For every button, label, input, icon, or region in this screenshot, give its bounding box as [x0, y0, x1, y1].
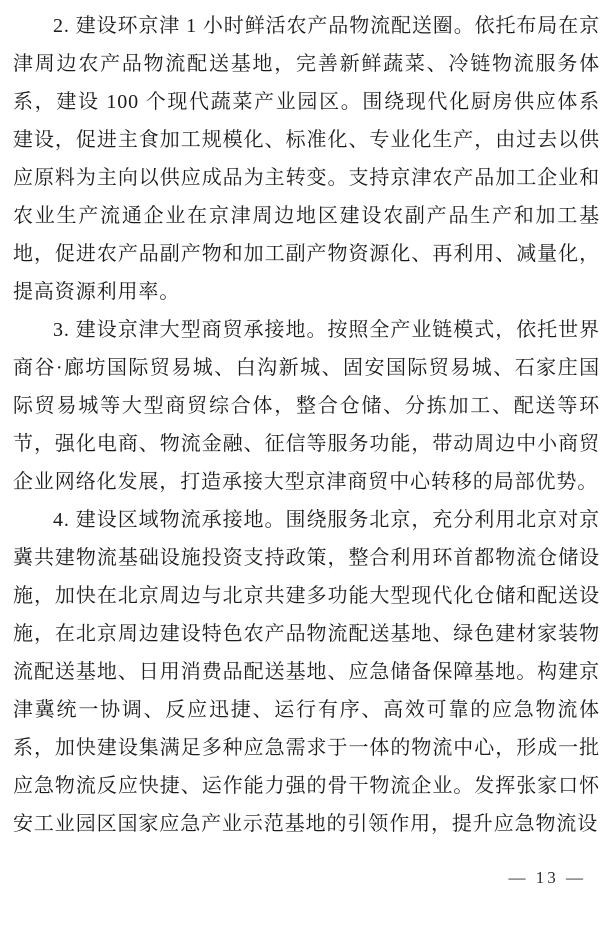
paragraph-item-4: 4. 建设区域物流承接地。围绕服务北京，充分利用北京对京冀共建物流基础设施投资支持政策，整合利用环首都物流仓储设施，加快在北京周边与北京共建多功能大型现代化仓储和配送设施，在北京周边建设特色农产品物流配送基地、绿色建材家装物流配送基地、日用消费品配送基地、应急储备保障基地。构建京津冀统一协调、反应迅捷、运行有序、高效可靠的应急物流体系，加快建设集满足多种应急需求于一体的物流中心，形成一批应急物流反应快捷、运作能力强的骨干物流企业。发挥张家口怀安工业园区国家应急产业示范基地的引领作用，提升应急物流设 [13, 509, 600, 835]
page-number: — 13 — [508, 868, 586, 887]
paragraph-item-2: 2. 建设环京津 1 小时鲜活农产品物流配送圈。依托布局在京津周边农产品物流配送基地，完善新鲜蔬菜、冷链物流服务体系，建设 100 个现代蔬菜产业园区。围绕现代化厨房供应体系建设，促进主食加工规模化、标准化、专业化生产，由过去以供应原料为主向以供应成品为主转变。支持京津农产品加工企业和农业生产流通企业在京津周边地区建设农副产品生产和加工基地，促进农产品副产物和加工副产物资源化、再利用、减量化，提高资源利用率。 [13, 15, 600, 303]
body-text [13, 7, 600, 843]
paragraph-item-3: 3. 建设京津大型商贸承接地。按照全产业链模式，依托世界商谷·廊坊国际贸易城、白沟新城、固安国际贸易城、石家庄国际贸易城等大型商贸综合体，整合仓储、分拣加工、配送等环节，强化电商、物流金融、征信等服务功能，带动周边中小商贸企业网络化发展，打造承接大型京津商贸中心转移的局部优势。 [13, 319, 600, 493]
